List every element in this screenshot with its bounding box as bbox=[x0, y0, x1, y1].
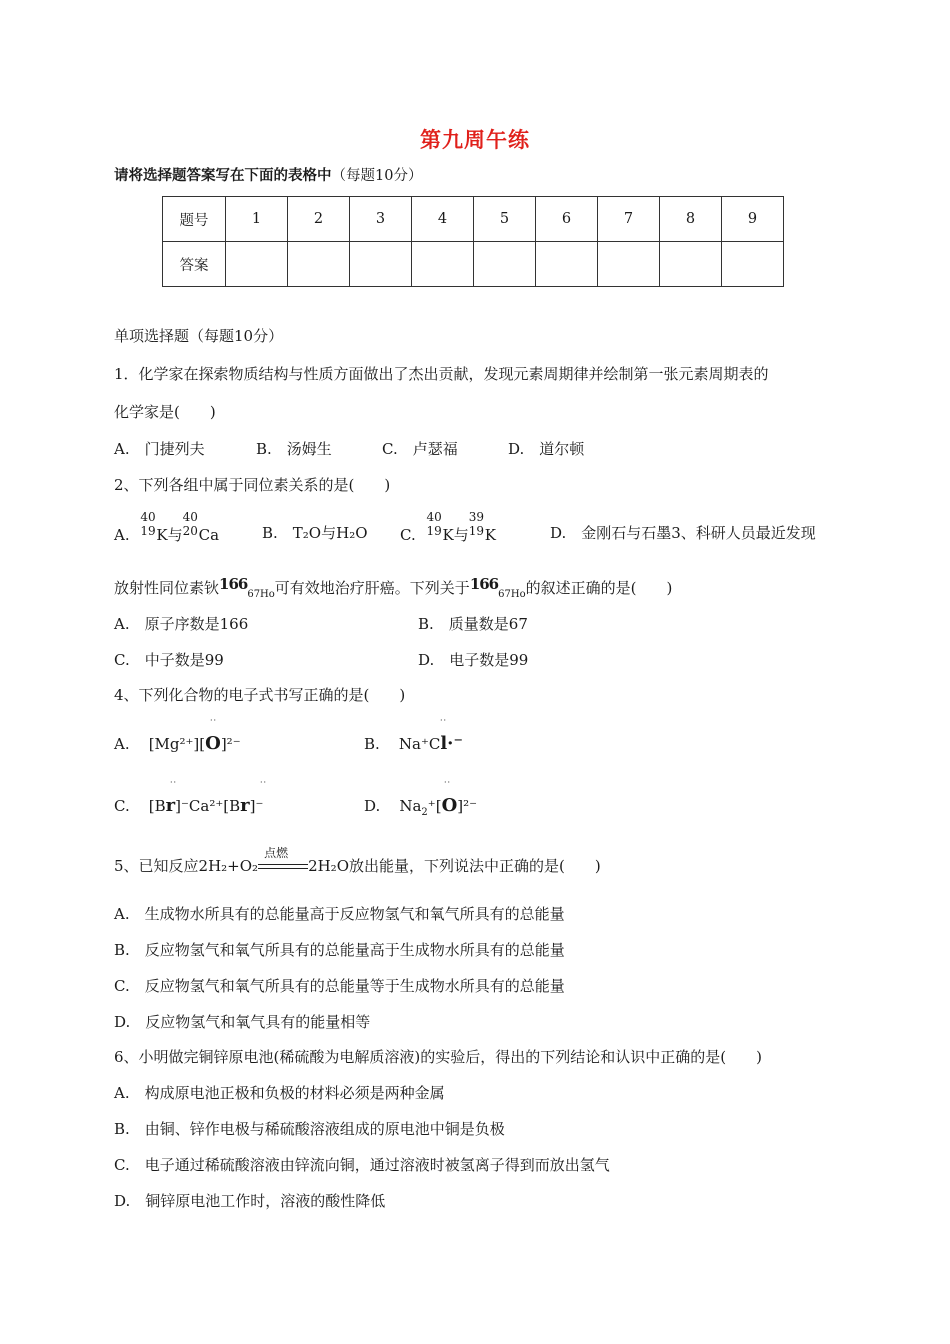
electron-dot-atom: O bbox=[441, 795, 458, 816]
section-heading: 单项选择题（每题10分） bbox=[114, 327, 284, 345]
q1-option-b: B. 汤姆生 bbox=[256, 440, 332, 458]
answer-cell[interactable] bbox=[350, 242, 412, 287]
q2-option-c: C. 40 19 K与 39 19 K bbox=[400, 510, 496, 544]
electron-dot-atom: O bbox=[205, 733, 221, 754]
table-number-cell: 7 bbox=[598, 197, 660, 242]
table-number-cell: 8 bbox=[660, 197, 722, 242]
q3-option-d: D. 电子数是99 bbox=[418, 651, 529, 669]
electron-dot-atom: r bbox=[165, 795, 176, 816]
q5-option-b: B. 反应物氢气和氧气所具有的总能量高于生成物水所具有的总能量 bbox=[114, 941, 565, 959]
answer-table bbox=[162, 196, 784, 287]
q2-option-d: D. 金刚石与石墨3、科研人员最近发现 bbox=[550, 524, 816, 542]
q5-option-a: A. 生成物水所具有的总能量高于反应物氢气和氧气所具有的总能量 bbox=[114, 905, 565, 923]
q1-option-c: C. 卢瑟福 bbox=[382, 440, 458, 458]
q4-option-b: B. Na⁺Cl·⁻ bbox=[364, 733, 463, 754]
table-number-cell: 2 bbox=[288, 197, 350, 242]
q5-option-d: D. 反应物氢气和氧气具有的能量相等 bbox=[114, 1013, 371, 1031]
q4-option-a: A. [Mg²⁺][O]²⁻ bbox=[114, 733, 241, 754]
instruction-plain: （每题10分） bbox=[331, 168, 423, 184]
table-header-answer: 答案 bbox=[163, 242, 226, 287]
answer-cell[interactable] bbox=[412, 242, 474, 287]
answer-table-number-row bbox=[163, 197, 784, 242]
q2-stem: 2、下列各组中属于同位素关系的是( ) bbox=[114, 476, 391, 494]
isotope-symbol: 40 20 bbox=[182, 510, 198, 538]
table-number-cell: 5 bbox=[474, 197, 536, 242]
answer-cell[interactable] bbox=[226, 242, 288, 287]
q3-option-a: A. 原子序数是166 bbox=[114, 615, 249, 633]
q2-option-a: A. 40 19 K与 40 20 Ca bbox=[114, 510, 220, 544]
table-number-cell: 6 bbox=[536, 197, 598, 242]
table-header-number: 题号 bbox=[163, 197, 226, 242]
q3-option-c: C. 中子数是99 bbox=[114, 651, 224, 669]
isotope-symbol: 39 19 bbox=[468, 510, 484, 538]
electron-dots: ·· bbox=[444, 778, 452, 787]
instruction-bold: 请将选择题答案写在下面的表格中 bbox=[114, 167, 332, 184]
page-title: 第九周午练 bbox=[420, 127, 530, 152]
table-number-cell: 1 bbox=[226, 197, 288, 242]
answer-cell[interactable] bbox=[598, 242, 660, 287]
electron-dot-atom: l·⁻ bbox=[440, 733, 463, 754]
answer-table-answer-row bbox=[163, 242, 784, 287]
q3-option-b: B. 质量数是67 bbox=[418, 615, 528, 633]
electron-dots: ·· bbox=[440, 716, 448, 725]
answer-cell[interactable] bbox=[660, 242, 722, 287]
q5-option-c: C. 反应物氢气和氧气所具有的总能量等于生成物水所具有的总能量 bbox=[114, 977, 565, 995]
table-number-cell: 4 bbox=[412, 197, 474, 242]
q4-option-c: C. [Br]⁻Ca²⁺[Br]⁻ bbox=[114, 795, 264, 816]
q6-option-d: D. 铜锌原电池工作时，溶液的酸性降低 bbox=[114, 1192, 386, 1210]
q4-stem: 4、下列化合物的电子式书写正确的是( ) bbox=[114, 686, 406, 704]
q3-stem: 放射性同位素钬$166_{67Ho}$可有效地治疗肝癌。下列关于$166_{67Ho}$的叙述正确的是( ) bbox=[114, 575, 673, 600]
answer-cell[interactable] bbox=[288, 242, 350, 287]
answer-cell[interactable] bbox=[536, 242, 598, 287]
instruction bbox=[114, 164, 422, 185]
electron-dots: ·· bbox=[260, 778, 268, 787]
electron-dots: ·· bbox=[170, 778, 178, 787]
q4-option-d: D. $Na_2^+[O]^{2-}$ bbox=[364, 795, 478, 818]
q1-option-d: D. 道尔顿 bbox=[508, 440, 585, 458]
isotope-symbol: 40 19 bbox=[426, 510, 442, 538]
electron-dots: ·· bbox=[210, 716, 218, 725]
table-number-cell: 3 bbox=[350, 197, 412, 242]
q6-stem: 6、小明做完铜锌原电池(稀硫酸为电解质溶液)的实验后，得出的下列结论和认识中正确的是( ) bbox=[114, 1048, 762, 1066]
q1-stem-line1: 1．化学家在探索物质结构与性质方面做出了杰出贡献，发现元素周期律并绘制第一张元素周期表的 bbox=[114, 365, 769, 383]
q1-option-a: A. 门捷列夫 bbox=[114, 440, 205, 458]
q1-stem-line2: 化学家是( ) bbox=[114, 403, 216, 421]
q6-option-c: C. 电子通过稀硫酸溶液由锌流向铜，通过溶液时被氢离子得到而放出氢气 bbox=[114, 1156, 610, 1174]
q2-a-label: A. bbox=[114, 526, 130, 544]
reaction-condition-arrow: 点燃 bbox=[258, 860, 308, 874]
q6-option-a: A. 构成原电池正极和负极的材料必须是两种金属 bbox=[114, 1084, 445, 1102]
q6-option-b: B. 由铜、锌作电极与稀硫酸溶液组成的原电池中铜是负极 bbox=[114, 1120, 505, 1138]
answer-cell[interactable] bbox=[474, 242, 536, 287]
q2-option-b: B. T₂O与H₂O bbox=[262, 524, 368, 542]
table-number-cell: 9 bbox=[722, 197, 784, 242]
answer-cell[interactable] bbox=[722, 242, 784, 287]
electron-dot-atom: r bbox=[240, 795, 250, 816]
q5-stem: 5、已知反应2H₂+O₂ 点燃 2H₂O放出能量，下列说法中正确的是( ) bbox=[114, 846, 601, 875]
isotope-symbol: 40 19 bbox=[140, 510, 156, 538]
